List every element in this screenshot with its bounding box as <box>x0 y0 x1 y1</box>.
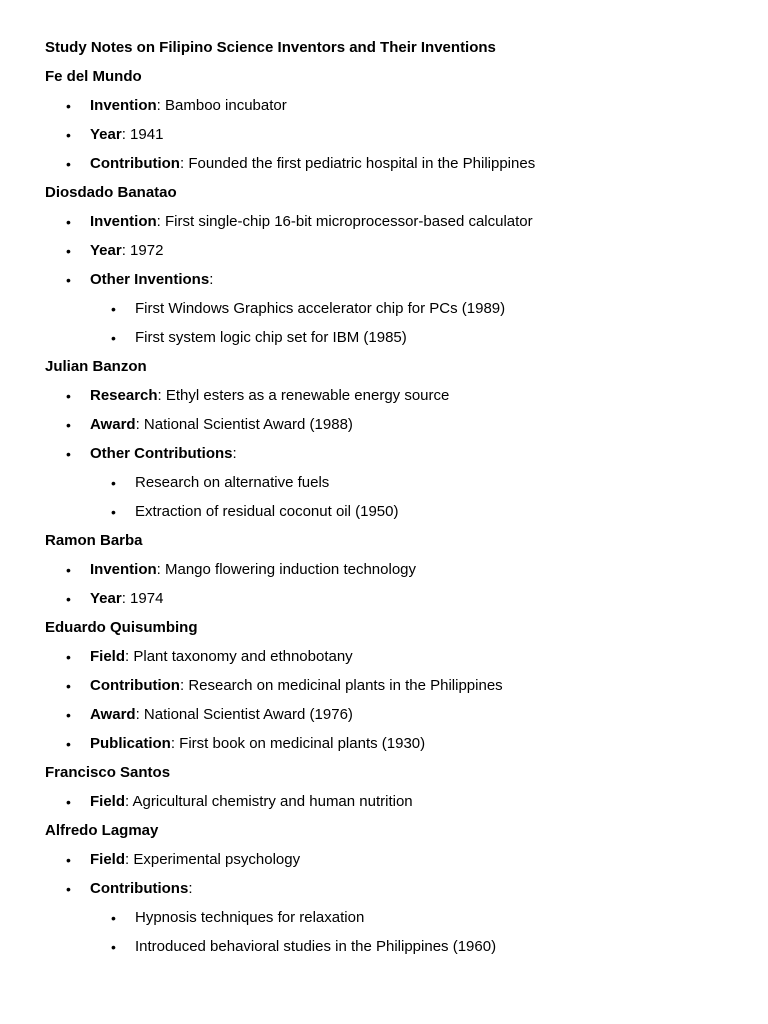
sub-list-item <box>45 328 768 357</box>
inventor-name: Diosdado Banatao <box>45 184 177 201</box>
item-value: : Experimental psychology <box>125 851 301 868</box>
bullet-icon: • <box>111 301 116 317</box>
list-item <box>45 270 768 299</box>
list-item <box>45 96 768 125</box>
item-key: Other Inventions <box>90 271 210 288</box>
item-value: : 1941 <box>121 126 164 143</box>
list-item <box>45 647 768 676</box>
inventor-name: Francisco Santos <box>45 764 171 781</box>
inventor-name: Fe del Mundo <box>45 68 142 85</box>
item-key: Year <box>90 126 122 143</box>
sub-list-item <box>45 299 768 328</box>
bullet-icon: • <box>66 127 71 143</box>
list-item <box>45 386 768 415</box>
item-key: Field <box>90 851 126 868</box>
list-item <box>45 705 768 734</box>
bullet-icon: • <box>66 881 71 897</box>
bullet-icon: • <box>66 272 71 288</box>
list-item <box>45 850 768 879</box>
bullet-icon: • <box>111 939 116 955</box>
item-value: : Mango flowering induction technology <box>156 561 417 578</box>
item-key: Year <box>90 590 122 607</box>
item-value: : Bamboo incubator <box>156 97 287 114</box>
bullet-icon: • <box>111 330 116 346</box>
item-key: Award <box>90 416 136 433</box>
item-value: : 1974 <box>121 590 164 607</box>
bullet-icon: • <box>66 156 71 172</box>
bullet-icon: • <box>66 591 71 607</box>
bullet-icon: • <box>66 214 71 230</box>
bullet-icon: • <box>111 504 116 520</box>
list-item <box>45 792 768 821</box>
bullet-icon: • <box>66 446 71 462</box>
item-key: Research <box>90 387 158 404</box>
item-key: Field <box>90 648 126 665</box>
item-value: : <box>188 880 193 897</box>
bullet-icon: • <box>66 98 71 114</box>
item-value: : Agricultural chemistry and human nutrition <box>125 793 413 810</box>
item-key: Other Contributions <box>90 445 233 462</box>
list-item <box>45 560 768 589</box>
item-key: Award <box>90 706 136 723</box>
bullet-icon: • <box>66 678 71 694</box>
item-value: : National Scientist Award (1988) <box>135 416 353 433</box>
sub-item-text: First system logic chip set for IBM (1985) <box>135 329 407 346</box>
list-item <box>45 212 768 241</box>
sub-item-text: Introduced behavioral studies in the Philippines (1960) <box>135 938 497 955</box>
bullet-icon: • <box>66 417 71 433</box>
list-item <box>45 676 768 705</box>
sub-list-item <box>45 473 768 502</box>
item-key: Contributions <box>90 880 189 897</box>
inventor-name: Eduardo Quisumbing <box>45 619 198 636</box>
item-value: : First single-chip 16-bit microprocessor-based calculator <box>156 213 533 230</box>
item-value: : Ethyl esters as a renewable energy source <box>157 387 450 404</box>
bullet-icon: • <box>111 475 116 491</box>
item-key: Contribution <box>90 677 180 694</box>
inventor-name: Ramon Barba <box>45 532 143 549</box>
list-item <box>45 879 768 908</box>
sub-list-item <box>45 502 768 531</box>
bullet-icon: • <box>66 852 71 868</box>
item-key: Contribution <box>90 155 180 172</box>
sub-item-text: Hypnosis techniques for relaxation <box>135 909 365 926</box>
bullet-icon: • <box>66 649 71 665</box>
list-item <box>45 125 768 154</box>
inventor-name: Julian Banzon <box>45 358 147 375</box>
item-value: : Research on medicinal plants in the Philippines <box>179 677 503 694</box>
item-key: Invention <box>90 213 157 230</box>
list-item <box>45 444 768 473</box>
item-value: : <box>232 445 237 462</box>
sub-item-text: Extraction of residual coconut oil (1950) <box>135 503 399 520</box>
bullet-icon: • <box>66 562 71 578</box>
item-value: : Plant taxonomy and ethnobotany <box>125 648 353 665</box>
list-item <box>45 241 768 270</box>
item-key: Publication <box>90 735 171 752</box>
sub-list-item <box>45 908 768 937</box>
document-title: Study Notes on Filipino Science Inventors and Their Inventions <box>45 39 496 56</box>
item-value: : First book on medicinal plants (1930) <box>170 735 426 752</box>
bullet-icon: • <box>66 736 71 752</box>
list-item <box>45 415 768 444</box>
item-key: Year <box>90 242 122 259</box>
inventor-name: Alfredo Lagmay <box>45 822 159 839</box>
item-value: : <box>209 271 214 288</box>
item-value: : 1972 <box>121 242 164 259</box>
sub-item-text: First Windows Graphics accelerator chip for PCs (1989) <box>135 300 506 317</box>
list-item <box>45 154 768 183</box>
item-key: Invention <box>90 561 157 578</box>
sub-item-text: Research on alternative fuels <box>135 474 330 491</box>
bullet-icon: • <box>66 243 71 259</box>
sub-list-item <box>45 937 768 966</box>
item-value: : Founded the first pediatric hospital in the Philippines <box>179 155 536 172</box>
item-value: : National Scientist Award (1976) <box>135 706 353 723</box>
item-key: Field <box>90 793 126 810</box>
bullet-icon: • <box>111 910 116 926</box>
item-key: Invention <box>90 97 157 114</box>
list-item <box>45 589 768 618</box>
list-item <box>45 734 768 763</box>
bullet-icon: • <box>66 794 71 810</box>
bullet-icon: • <box>66 707 71 723</box>
bullet-icon: • <box>66 388 71 404</box>
